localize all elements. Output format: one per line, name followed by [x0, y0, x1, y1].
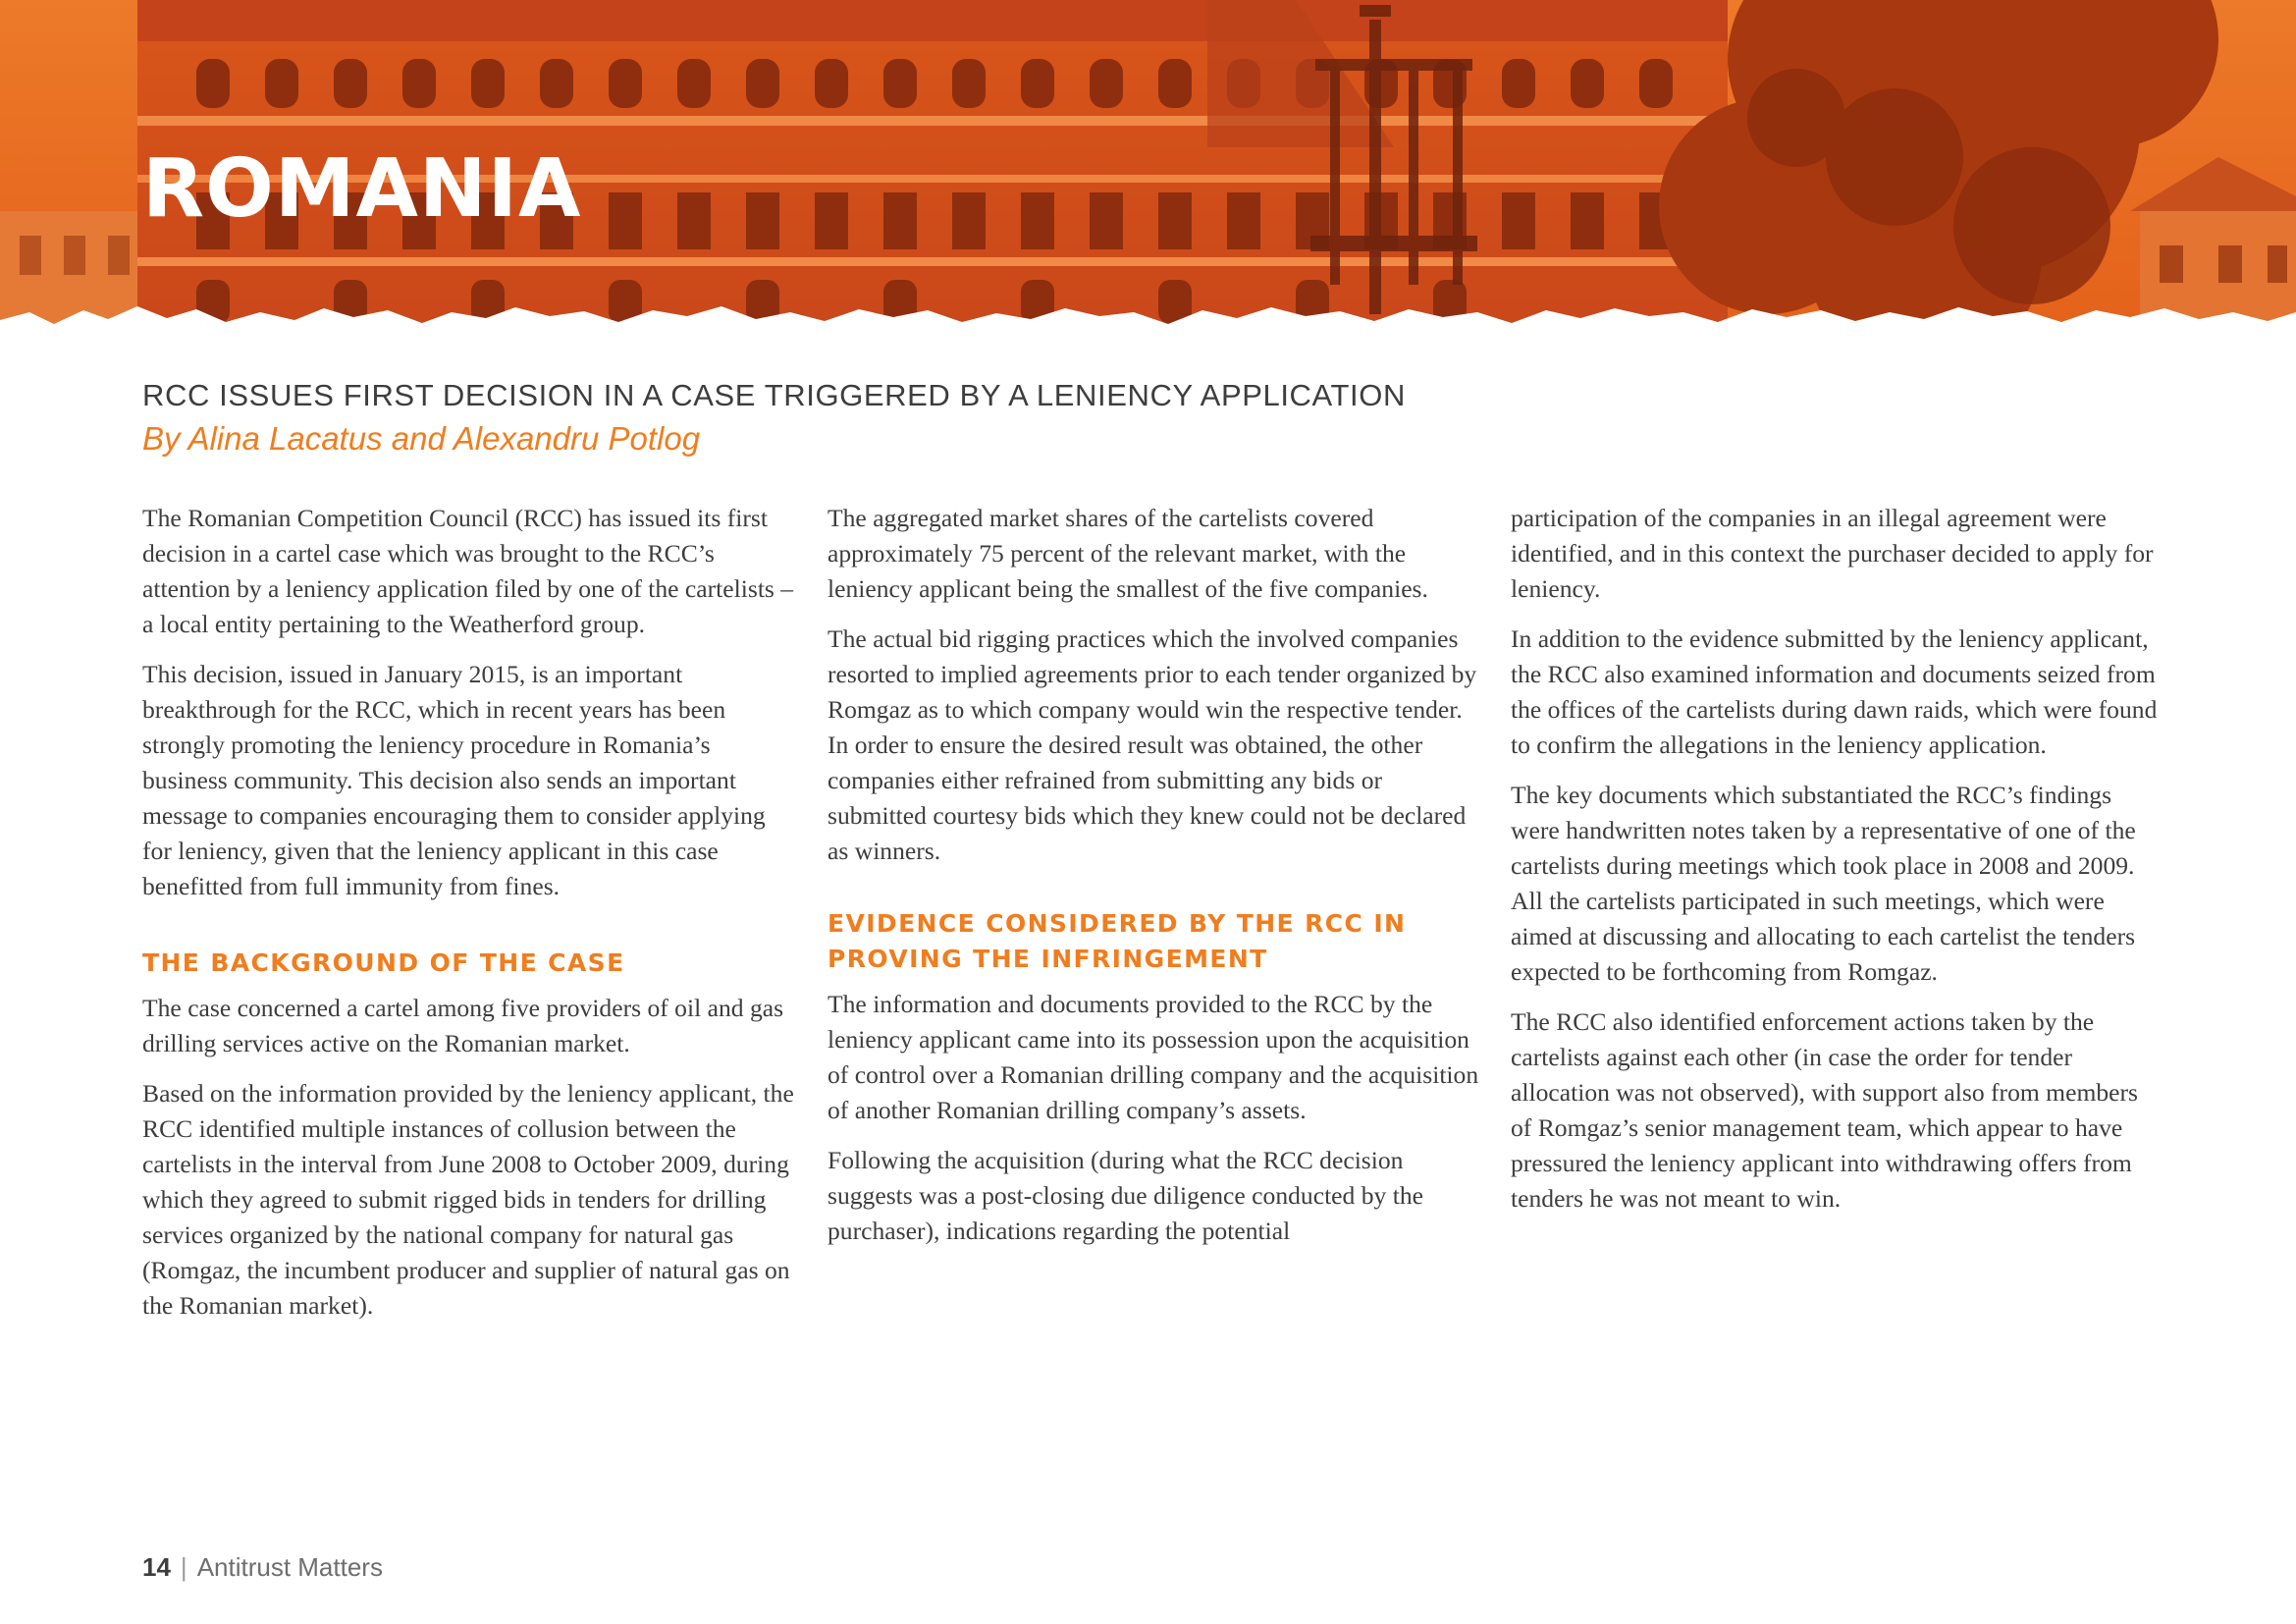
paragraph: The Romanian Competition Council (RCC) has issued its first decision in a cartel case which was brought to the RCC’s attention by a leniency application filed by one of the cartelists – a local entity pertaining to the Weatherford group.	[142, 504, 794, 638]
paragraph: The key documents which substantiated the RCC’s findings were handwritten notes taken by a representative of one of the cartelists during meetings which took place in 2008 and 2009. All the cartelists participated in such meetings, which were aimed at discussing and allocating to each cartelist the tenders expected to be forthcoming from Romgaz.	[1511, 781, 2136, 986]
text-column-3	[1511, 501, 2163, 1231]
article-byline: By Alina Lacatus and Alexandru Potlog	[142, 420, 701, 457]
text-column-1	[142, 501, 795, 1338]
text-column-2	[828, 501, 1480, 1264]
paragraph: The actual bid rigging practices which the involved companies resorted to implied agreements prior to each tender organized by Romgaz as to which company would win the respective tender. In order to ensure the desired result was obtained, the other companies either refrained from submitting any bids or submitted courtesy bids which they knew could not be declared as winners.	[828, 624, 1477, 865]
section-heading-evidence: EVIDENCE CONSIDERED BY THE RCC IN PROVING THE INFRINGEMENT	[828, 909, 1407, 973]
footer-separator: |	[180, 1552, 187, 1582]
paragraph: participation of the companies in an illegal agreement were identified, and in this context the purchaser decided to apply for leniency.	[1511, 504, 2154, 603]
article-title: RCC ISSUES FIRST DECISION IN A CASE TRIGGERED BY A LENIENCY APPLICATION	[142, 378, 1406, 412]
paragraph: The RCC also identified enforcement actions taken by the cartelists against each other (in case the order for tender allocation was not observed), with support also from members of Romgaz’s senior management team, which appear to have pressured the leniency applicant into withdrawing offers from tenders he was not meant to win.	[1511, 1007, 2138, 1213]
paragraph: Based on the information provided by the leniency applicant, the RCC identified multiple instances of collusion between the cartelists in the interval from June 2008 to October 2009, during which they agreed to submit rigged bids in tenders for drilling services organized by the national company for natural gas (Romgaz, the incumbent producer and supplier of natural gas on the Romanian market).	[142, 1079, 794, 1320]
paragraph: In addition to the evidence submitted by the leniency applicant, the RCC also examined information and documents seized from the offices of the cartelists during dawn raids, which were found to confirm the allegations in the leniency application.	[1511, 624, 2158, 759]
page-footer	[142, 1552, 383, 1583]
page-number: 14	[142, 1552, 171, 1582]
publication-name: Antitrust Matters	[196, 1552, 383, 1582]
paragraph: The aggregated market shares of the cartelists covered approximately 75 percent of the relevant market, with the leniency applicant being the smallest of the five companies.	[828, 504, 1428, 603]
paragraph: Following the acquisition (during what the RCC decision suggests was a post-closing due diligence conducted by the purchaser), indications regarding the potential	[828, 1146, 1424, 1245]
country-title: ROMANIA	[142, 142, 582, 236]
paragraph: The case concerned a cartel among five providers of oil and gas drilling services active on the Romanian market.	[142, 994, 784, 1057]
header-banner	[0, 0, 2296, 339]
section-heading-background: THE BACKGROUND OF THE CASE	[142, 948, 625, 977]
paragraph: This decision, issued in January 2015, is an important breakthrough for the RCC, which in recent years has been strongly promoting the leniency procedure in Romania’s business community. This decision also sends an important message to companies encouraging them to consider applying for leniency, given that the leniency applicant in this case benefitted from full immunity from fines.	[142, 660, 766, 900]
paragraph: The information and documents provided to the RCC by the leniency applicant came into its possession upon the acquisition of control over a Romanian drilling company and the acquisition of another Romanian drilling company’s assets.	[828, 990, 1479, 1124]
